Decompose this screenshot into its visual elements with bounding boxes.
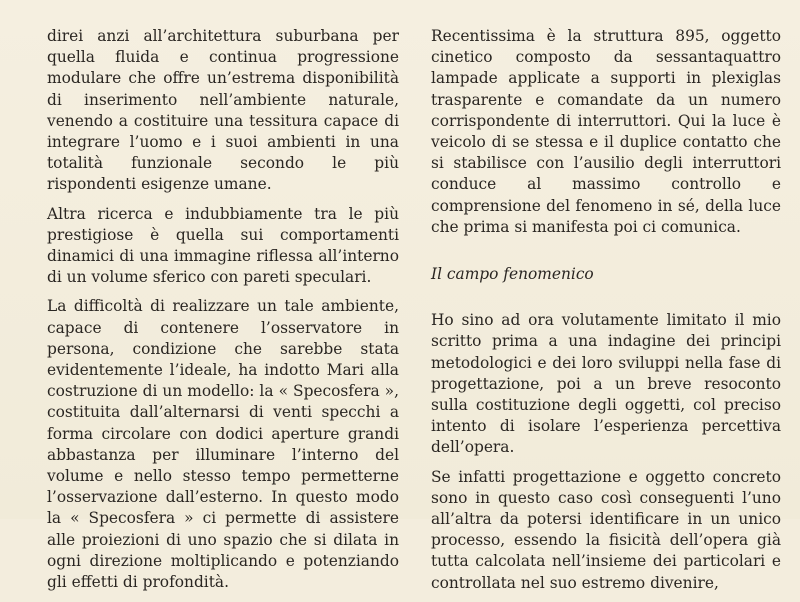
- left-paragraph-2: Altra ricerca e indubbiamente tra le più prestigiose è quella sui comportamenti dinamici di una immagine riflessa all’interno di un volume sferico con pareti speculari.: [47, 204, 399, 287]
- section-heading: Il campo fenomenico: [431, 265, 594, 284]
- right-paragraph-2: Ho sino ad ora volutamente limitato il mio scritto prima a una indagine dei principi metodologici e dei loro sviluppi nella fase di progettazione, poi a un breve resoconto sulla costituzione degli oggetti, col preciso intento di isolare l’esperienza percettiva dell’opera.: [431, 311, 781, 457]
- left-paragraph-1: direi anzi all’architettura suburbana per quella fluida e continua progressione modulare che offre un’estrema disponibilità di inserimento nell’ambiente naturale, venendo a costituire una tessitura capace di integrare l’uomo e i suoi ambienti in una totalità funzionale secondo le più rispondenti esigenze umane.: [47, 27, 399, 194]
- right-column: [431, 26, 781, 602]
- left-column: [47, 26, 399, 601]
- right-paragraph-1: Recentissima è la struttura 895, oggetto cinetico composto da sessantaquattro lampade applicate a supporti in plexiglas trasparente e comandate da un numero corrispondente di interruttori. Qui la luce è veicolo di se stessa e il duplice contatto che si stabilisce con l’ausilio degli interruttori conduce al massimo controllo e comprensione del fenomeno in sé, della luce che prima si manifesta poi ci comunica.: [431, 27, 781, 236]
- right-paragraph-3: Se infatti progettazione e oggetto concreto sono in questo caso così conseguenti l’uno all’altra da potersi identificare in un unico processo, essendo la fisicità dell’opera già tutta calcolata nell’insieme dei particolari e controllata nel suo estremo divenire,: [431, 467, 781, 592]
- left-paragraph-3: La difficoltà di realizzare un tale ambiente, capace di contenere l’osservatore in persona, condizione che sarebbe stata evidentemente l’ideale, ha indotto Mari alla costruzione di un modello: la « Specosfera », costituita dall’alternarsi di venti specchi a forma circolare con dodici aperture grandi abbastanza per illuminare l’interno del volume e nello stesso tempo permetterne l’osservazione dall’esterno. In questo modo la « Specosfera » ci permette di assistere alle proiezioni di uno spazio che si dilata in ogni direzione moltiplicando e potenziando gli effetti di profondità.: [47, 297, 399, 592]
